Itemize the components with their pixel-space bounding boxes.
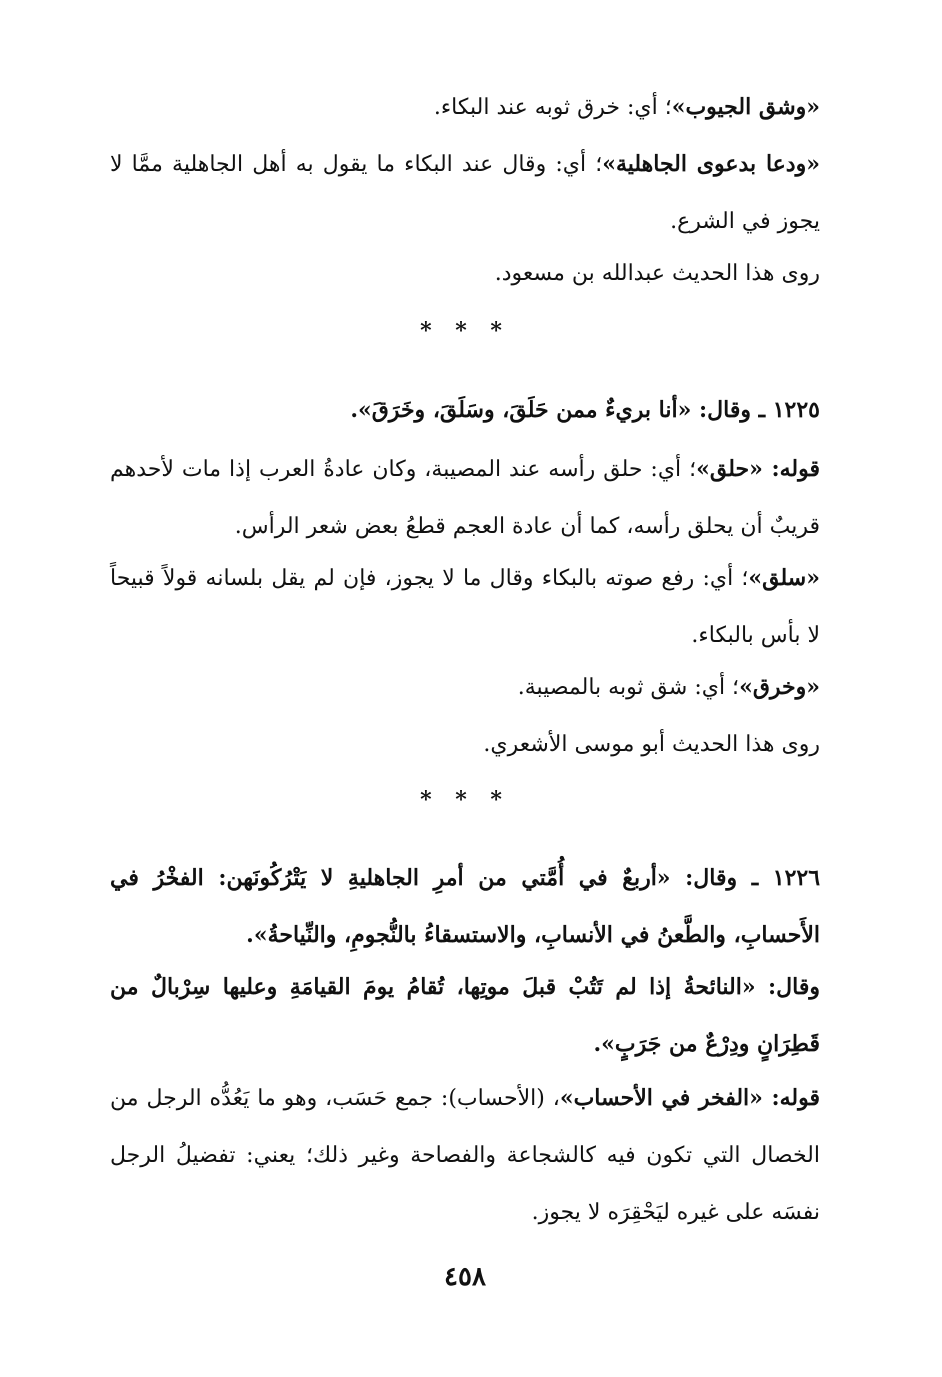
paragraph-torn-pockets <box>110 79 820 136</box>
section-separator: * * * <box>420 787 510 813</box>
paragraph-text: ؛ أي: شق ثوبه بالمصيبة. <box>517 675 740 700</box>
lead-word: قوله: <box>762 456 820 482</box>
hadith-1225 <box>110 382 820 439</box>
paragraph-salaq <box>110 550 820 664</box>
narrator-line <box>110 245 820 302</box>
quoted-phrase: «وخرق» <box>739 674 820 700</box>
quoted-phrase: «سلق» <box>748 565 820 591</box>
paragraph-text: ؛ أي: حلق رأسه عند المصيبة، وكان عادةُ العرب إذا مات لأحدهم قريبٌ أن يحلق رأسه، كما أن عادة العجم قطعُ بعض شعر الرأس. <box>110 457 820 539</box>
hadith-number: ١٢٢٥ ـ وقال: <box>691 397 820 423</box>
quoted-phrase: «الفخر في الأحساب» <box>559 1085 763 1111</box>
paragraph-kharaq <box>110 659 820 716</box>
quoted-phrase: «وشق الجيوب» <box>671 94 820 120</box>
lead-word: وقال: <box>755 974 820 1000</box>
paragraph-ahsab <box>110 1070 820 1241</box>
quoted-phrase: «ودعا بدعوى الجاهلية» <box>602 151 820 177</box>
paragraph-text: روى هذا الحديث أبو موسى الأشعري. <box>483 732 820 757</box>
hadith-1226 <box>110 850 820 964</box>
paragraph-halaq <box>110 441 820 555</box>
paragraph-text: ؛ أي: وقال عند البكاء ما يقول به أهل الجاهلية ممَّا لا يجوز في الشرع. <box>110 152 820 234</box>
hadith-text: «أربعٌ في أُمَّتي من أمرِ الجاهليةِ لا يَتْرُكُونَهن: الفخْرُ في الأَحسابِ، والطَّعنُ في الأنسابِ، والاستسقاءُ بالنُّجومِ، والنِّياحةُ». <box>110 865 820 948</box>
section-separator: * * * <box>420 318 510 344</box>
narrator-line <box>110 716 820 773</box>
hadith-number: ١٢٢٦ ـ وقال: <box>670 865 821 891</box>
hadith-text: «النائحةُ إذا لم تَتُبْ قبلَ موتِها، تُقامُ يومَ القيامَةِ وعليها سِرْبالٌ من قَطِرَانٍ ودِرْعٌ من جَرَبٍ». <box>110 974 820 1057</box>
lead-word: قوله: <box>762 1085 820 1111</box>
page-number: ٤٥٨ <box>444 1262 486 1292</box>
paragraph-mourner <box>110 959 820 1073</box>
document-page <box>110 0 820 1377</box>
hadith-text: «أنا بريءٌ ممن حَلَقَ، وسَلَقَ، وخَرَقَ». <box>350 397 692 423</box>
paragraph-text: ؛ أي: رفع صوته بالبكاء وقال ما لا يجوز، فإن لم يقل بلسانه قولاً قبيحاً لا بأس بالبكاء. <box>110 566 820 648</box>
paragraph-text: ؛ أي: خرق ثوبه عند البكاء. <box>433 95 672 120</box>
paragraph-text: روى هذا الحديث عبدالله بن مسعود. <box>494 261 820 286</box>
paragraph-text: ، (الأحساب): جمع حَسَب، وهو ما يَعُدُّه الرجل من الخصال التي تكون فيه كالشجاعة والفصاحة وغير ذلك؛ يعني: تفضيلُ الرجل نفسَه على غيره ليَحْقِرَه لا يجوز. <box>110 1086 821 1225</box>
quoted-phrase: «حلق» <box>696 456 763 482</box>
paragraph-jahiliyya-call <box>110 136 820 250</box>
